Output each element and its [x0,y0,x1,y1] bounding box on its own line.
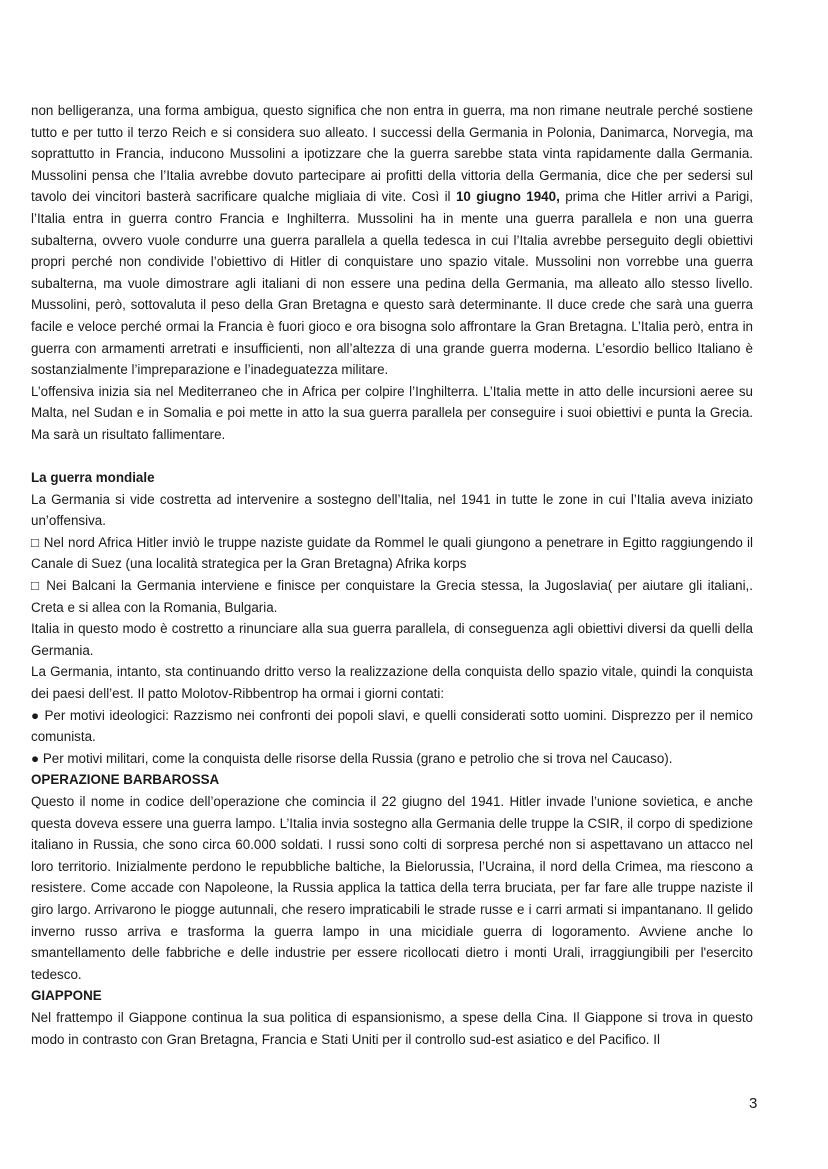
paragraph: Nel frattempo il Giappone continua la sua politica di espansionismo, a spese della Cina. Il Giappone si trova in questo modo in contrasto con Gran Bretagna, Francia e Stati Uniti per il controllo sud-est asiatico e del Pacifico. Il [31,1009,753,1047]
japan-section [31,985,753,1050]
paragraph: non belligeranza, una forma ambigua, questo significa che non entra in guerra, ma non rimane neutrale perché sostiene tutto e per tutto il terzo Reich e si considera suo alleato. I successi della Germania in Polonia, Danimarca, Norvegia, ma soprattutto in Francia, inducono Mussolini a ipotizzare che la guerra sarebbe stata vinta rapidamente dalla Germania. Mussolini pensa che l’Italia avrebbe dovuto partecipare ai profitti della vittoria della Germania, dice che per sedersi sul tavolo dei vincitori basterà sacrificare qualche migliaia di vite. Così il 10 giugno 1940, prima che Hitler arrivi a Parigi, l’Italia entra in guerra contro Francia e Inghilterra. Mussolini ha in mente una guerra parallela e non una guerra subalterna, ovvero vuole condurre una guerra parallela a quella tedesca in cui l’Italia avrebbe perseguito degli obiettivi propri perché non condivide l’obiettivo di Hitler di conquistare uno spazio vitale. Mussolini non vorrebbe una guerra subalterna, ma vuole dimostrare agli italiani di non essere una pedina della Germania, ma alleato allo stesso livello. Mussolini, però, sottovaluta il peso della Gran Bretagna e questo sarà determinante. Il duce crede che sarà una guerra facile e veloce perché ormai la Francia è fuori gioco e ora bisogna solo affrontare la Gran Bretagna. L’Italia però, entra in guerra con armamenti arretrati e insufficienti, non all’altezza di una grande guerra moderna. L’esordio bellico Italiano è sostanzialmente l’impreparazione e l’inadeguatezza militare. [31,103,753,378]
paragraph: Italia in questo modo è costretto a rinunciare alla sua guerra parallela, di conseguenza agli obiettivi diversi da quelli della Germania. [31,621,753,658]
list-item: ● Per motivi ideologici: Razzismo nei confronti dei popoli slavi, e quelli considerati sotto uomini. Disprezzo per il nemico comunista. [31,705,753,748]
barbarossa-section [31,769,753,985]
paragraph: L’offensiva inizia sia nel Mediterraneo che in Africa per colpire l’Inghilterra. L’Italia mette in atto delle incursioni aeree su Malta, nel Sudan e in Somalia e poi mette in atto la sua guerra parallela per conseguire i suoi obiettivi e punta la Grecia. Ma sarà un risultato fallimentare. [31,383,753,442]
paragraph: Questo il nome in codice dell’operazione che comincia il 22 giugno del 1941. Hitler invade l’unione sovietica, e anche questa doveva essere una guerra lampo. L’Italia invia sostegno alla Germania delle truppe la CSIR, il corpo di spedizione italiano in Russia, che sono circa 60.000 soldati. I russi sono colti di sorpresa perché non si aspettavano un attacco nel loro territorio. Inizialmente perdono le repubbliche baltiche, la Bielorussia, l’Ucraina, il nord della Crimea, ma riescono a resistere. Come accade con Napoleone, la Russia applica la tattica della terra bruciata, per far fare alle truppe naziste il giro largo. Arrivarono le piogge autunnali, che resero impraticabili le strade russe e i carri armati si impantanano. Il gelido inverno russo arriva e trasforma la guerra lampo in una micidiale guerra di logoramento. Avviene anche lo smantellamento delle fabbriche e delle industrie per essere ricollocati dietro i monti Urali, irraggiungibili per l'esercito tedesco. [31,794,753,982]
paragraph: La Germania si vide costretta ad intervenire a sostegno dell’Italia, nel 1941 in tutte le zone in cui l’Italia aveva iniziato un’offensiva. [31,491,753,529]
section-heading: OPERAZIONE BARBAROSSA [31,772,220,788]
section-heading: GIAPPONE [31,988,102,1004]
list-item: ● Per motivi militari, come la conquista delle risorse della Russia (grano e petrolio che si trova nel Caucaso). [31,748,753,770]
document-page [31,100,753,1050]
paragraph: La Germania, intanto, sta continuando dritto verso la realizzazione della conquista dello spazio vitale, quindi la conquista dei paesi dell’est. Il patto Molotov-Ribbentrop ha ormai i giorni contati: [31,664,753,702]
list-item: □ Nel nord Africa Hitler inviò le truppe naziste guidate da Rommel le quali giungono a penetrare in Egitto raggiungendo il Canale di Suez (una località strategica per la Gran Bretagna) Afrika korps [31,532,753,575]
intro-block [31,100,753,446]
spacer [31,446,753,468]
list-item: □ Nei Balcani la Germania interviene e finisce per conquistare la Grecia stessa, la Jugoslavia( per aiutare gli italiani,. Creta e si allea con la Romania, Bulgaria. [31,575,753,618]
world-war-section [31,467,753,769]
page-number: 3 [749,1095,758,1112]
date-highlight: 10 giugno 1940, [455,189,560,205]
section-heading: La guerra mondiale [31,470,155,486]
